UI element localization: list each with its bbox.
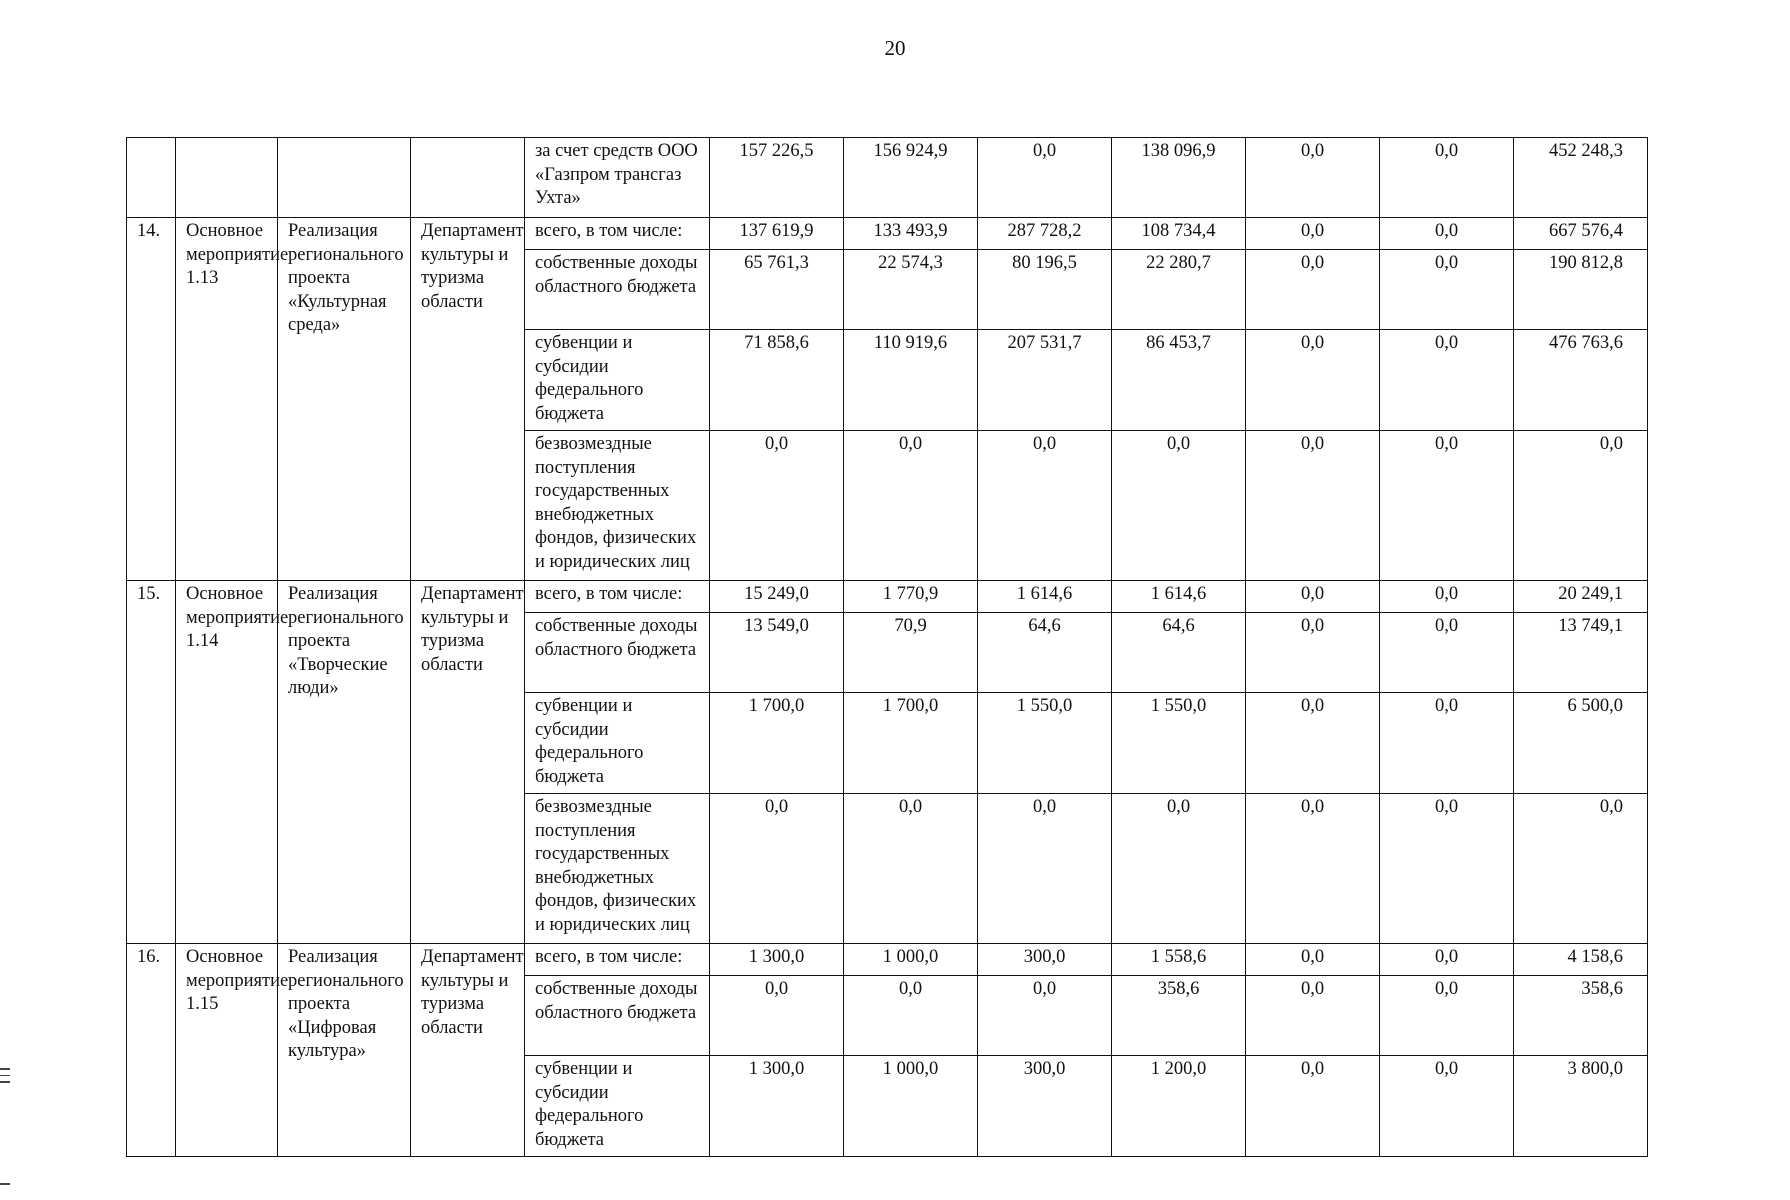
value-cell: 0,0 bbox=[1380, 431, 1514, 581]
value-cell: 1 550,0 bbox=[978, 693, 1112, 794]
value-cell: 1 200,0 bbox=[1112, 1056, 1246, 1157]
value-cell: 64,6 bbox=[1112, 613, 1246, 693]
value-cell: 667 576,4 bbox=[1514, 218, 1648, 250]
value-cell: 1 770,9 bbox=[844, 581, 978, 613]
value-cell: 0,0 bbox=[710, 794, 844, 944]
value-cell: 0,0 bbox=[1380, 330, 1514, 431]
value-cell: 0,0 bbox=[1246, 1056, 1380, 1157]
funding-source-cell: субвенции и субсидии федерального бюджета bbox=[525, 693, 710, 794]
value-cell: 0,0 bbox=[1380, 138, 1514, 218]
table-row bbox=[127, 138, 1648, 218]
value-cell: 0,0 bbox=[978, 976, 1112, 1056]
value-cell: 1 558,6 bbox=[1112, 944, 1246, 976]
value-cell: 70,9 bbox=[844, 613, 978, 693]
status-cell: Основное мероприятие 1.13 bbox=[176, 218, 278, 581]
executor-cell: Департамент культуры и туризма области bbox=[411, 218, 525, 581]
value-cell: 0,0 bbox=[1380, 581, 1514, 613]
value-cell: 452 248,3 bbox=[1514, 138, 1648, 218]
value-cell: 133 493,9 bbox=[844, 218, 978, 250]
value-cell: 1 300,0 bbox=[710, 944, 844, 976]
funding-source-cell: собственные доходы областного бюджета bbox=[525, 613, 710, 693]
value-cell: 0,0 bbox=[1246, 218, 1380, 250]
value-cell: 0,0 bbox=[1380, 613, 1514, 693]
value-cell: 0,0 bbox=[1246, 581, 1380, 613]
value-cell: 1 700,0 bbox=[844, 693, 978, 794]
value-cell: 0,0 bbox=[1112, 794, 1246, 944]
value-cell: 300,0 bbox=[978, 944, 1112, 976]
value-cell: 71 858,6 bbox=[710, 330, 844, 431]
row-number-cell bbox=[127, 138, 176, 218]
binding-marks bbox=[0, 1068, 12, 1088]
value-cell: 0,0 bbox=[1246, 613, 1380, 693]
value-cell: 138 096,9 bbox=[1112, 138, 1246, 218]
value-cell: 0,0 bbox=[1246, 431, 1380, 581]
value-cell: 22 280,7 bbox=[1112, 250, 1246, 330]
value-cell: 190 812,8 bbox=[1514, 250, 1648, 330]
funding-source-cell: субвенции и субсидии федерального бюджета bbox=[525, 330, 710, 431]
value-cell: 156 924,9 bbox=[844, 138, 978, 218]
table-row bbox=[127, 218, 1648, 250]
value-cell: 0,0 bbox=[1380, 944, 1514, 976]
value-cell: 0,0 bbox=[1514, 794, 1648, 944]
budget-table bbox=[126, 137, 1648, 1157]
value-cell: 358,6 bbox=[1514, 976, 1648, 1056]
value-cell: 0,0 bbox=[978, 794, 1112, 944]
row-number-cell: 14. bbox=[127, 218, 176, 581]
value-cell: 80 196,5 bbox=[978, 250, 1112, 330]
value-cell: 1 614,6 bbox=[978, 581, 1112, 613]
value-cell: 1 300,0 bbox=[710, 1056, 844, 1157]
funding-source-cell: безвозмездные поступления государственных внебюджетных фондов, физических и юридических лиц bbox=[525, 794, 710, 944]
executor-cell: Департамент культуры и туризма области bbox=[411, 581, 525, 944]
executor-cell bbox=[411, 138, 525, 218]
value-cell: 358,6 bbox=[1112, 976, 1246, 1056]
funding-source-cell: всего, в том числе: bbox=[525, 944, 710, 976]
row-number-cell: 16. bbox=[127, 944, 176, 1157]
value-cell: 0,0 bbox=[710, 431, 844, 581]
funding-source-cell: всего, в том числе: bbox=[525, 218, 710, 250]
page-number: 20 bbox=[884, 36, 906, 60]
value-cell: 0,0 bbox=[1380, 976, 1514, 1056]
value-cell: 3 800,0 bbox=[1514, 1056, 1648, 1157]
table-row bbox=[127, 581, 1648, 613]
value-cell: 1 550,0 bbox=[1112, 693, 1246, 794]
value-cell: 1 700,0 bbox=[710, 693, 844, 794]
status-cell: Основное мероприятие 1.14 bbox=[176, 581, 278, 944]
value-cell: 13 749,1 bbox=[1514, 613, 1648, 693]
project-name-cell: Реализация регионального проекта «Цифровая культура» bbox=[278, 944, 411, 1157]
value-cell: 476 763,6 bbox=[1514, 330, 1648, 431]
funding-source-cell: всего, в том числе: bbox=[525, 581, 710, 613]
funding-source-cell: безвозмездные поступления государственных внебюджетных фондов, физических и юридических лиц bbox=[525, 431, 710, 581]
budget-table-body bbox=[127, 138, 1648, 1157]
value-cell: 0,0 bbox=[978, 431, 1112, 581]
value-cell: 287 728,2 bbox=[978, 218, 1112, 250]
value-cell: 0,0 bbox=[978, 138, 1112, 218]
value-cell: 15 249,0 bbox=[710, 581, 844, 613]
executor-cell: Департамент культуры и туризма области bbox=[411, 944, 525, 1157]
value-cell: 13 549,0 bbox=[710, 613, 844, 693]
project-name-cell: Реализация регионального проекта «Культурная среда» bbox=[278, 218, 411, 581]
value-cell: 207 531,7 bbox=[978, 330, 1112, 431]
value-cell: 0,0 bbox=[1246, 944, 1380, 976]
value-cell: 0,0 bbox=[1246, 976, 1380, 1056]
value-cell: 0,0 bbox=[844, 976, 978, 1056]
table-row bbox=[127, 944, 1648, 976]
value-cell: 0,0 bbox=[1246, 794, 1380, 944]
value-cell: 0,0 bbox=[1246, 138, 1380, 218]
value-cell: 300,0 bbox=[978, 1056, 1112, 1157]
value-cell: 157 226,5 bbox=[710, 138, 844, 218]
project-name-cell: Реализация регионального проекта «Творческие люди» bbox=[278, 581, 411, 944]
value-cell: 0,0 bbox=[1246, 330, 1380, 431]
value-cell: 0,0 bbox=[1380, 794, 1514, 944]
row-number-cell: 15. bbox=[127, 581, 176, 944]
edge-dash bbox=[0, 1183, 10, 1185]
value-cell: 108 734,4 bbox=[1112, 218, 1246, 250]
funding-source-cell: субвенции и субсидии федерального бюджета bbox=[525, 1056, 710, 1157]
value-cell: 0,0 bbox=[710, 976, 844, 1056]
value-cell: 6 500,0 bbox=[1514, 693, 1648, 794]
value-cell: 1 000,0 bbox=[844, 1056, 978, 1157]
status-cell bbox=[176, 138, 278, 218]
value-cell: 137 619,9 bbox=[710, 218, 844, 250]
value-cell: 1 614,6 bbox=[1112, 581, 1246, 613]
value-cell: 0,0 bbox=[1380, 693, 1514, 794]
value-cell: 64,6 bbox=[978, 613, 1112, 693]
value-cell: 110 919,6 bbox=[844, 330, 978, 431]
value-cell: 0,0 bbox=[1246, 693, 1380, 794]
project-name-cell bbox=[278, 138, 411, 218]
status-cell: Основное мероприятие 1.15 bbox=[176, 944, 278, 1157]
value-cell: 0,0 bbox=[1380, 1056, 1514, 1157]
funding-source-cell: собственные доходы областного бюджета bbox=[525, 976, 710, 1056]
value-cell: 0,0 bbox=[1380, 218, 1514, 250]
value-cell: 0,0 bbox=[1380, 250, 1514, 330]
value-cell: 20 249,1 bbox=[1514, 581, 1648, 613]
value-cell: 0,0 bbox=[1514, 431, 1648, 581]
value-cell: 0,0 bbox=[1246, 250, 1380, 330]
value-cell: 22 574,3 bbox=[844, 250, 978, 330]
funding-source-cell: за счет средств ООО «Газпром трансгаз Ухта» bbox=[525, 138, 710, 218]
value-cell: 0,0 bbox=[1112, 431, 1246, 581]
funding-source-cell: собственные доходы областного бюджета bbox=[525, 250, 710, 330]
value-cell: 0,0 bbox=[844, 431, 978, 581]
value-cell: 65 761,3 bbox=[710, 250, 844, 330]
value-cell: 4 158,6 bbox=[1514, 944, 1648, 976]
value-cell: 86 453,7 bbox=[1112, 330, 1246, 431]
value-cell: 0,0 bbox=[844, 794, 978, 944]
value-cell: 1 000,0 bbox=[844, 944, 978, 976]
